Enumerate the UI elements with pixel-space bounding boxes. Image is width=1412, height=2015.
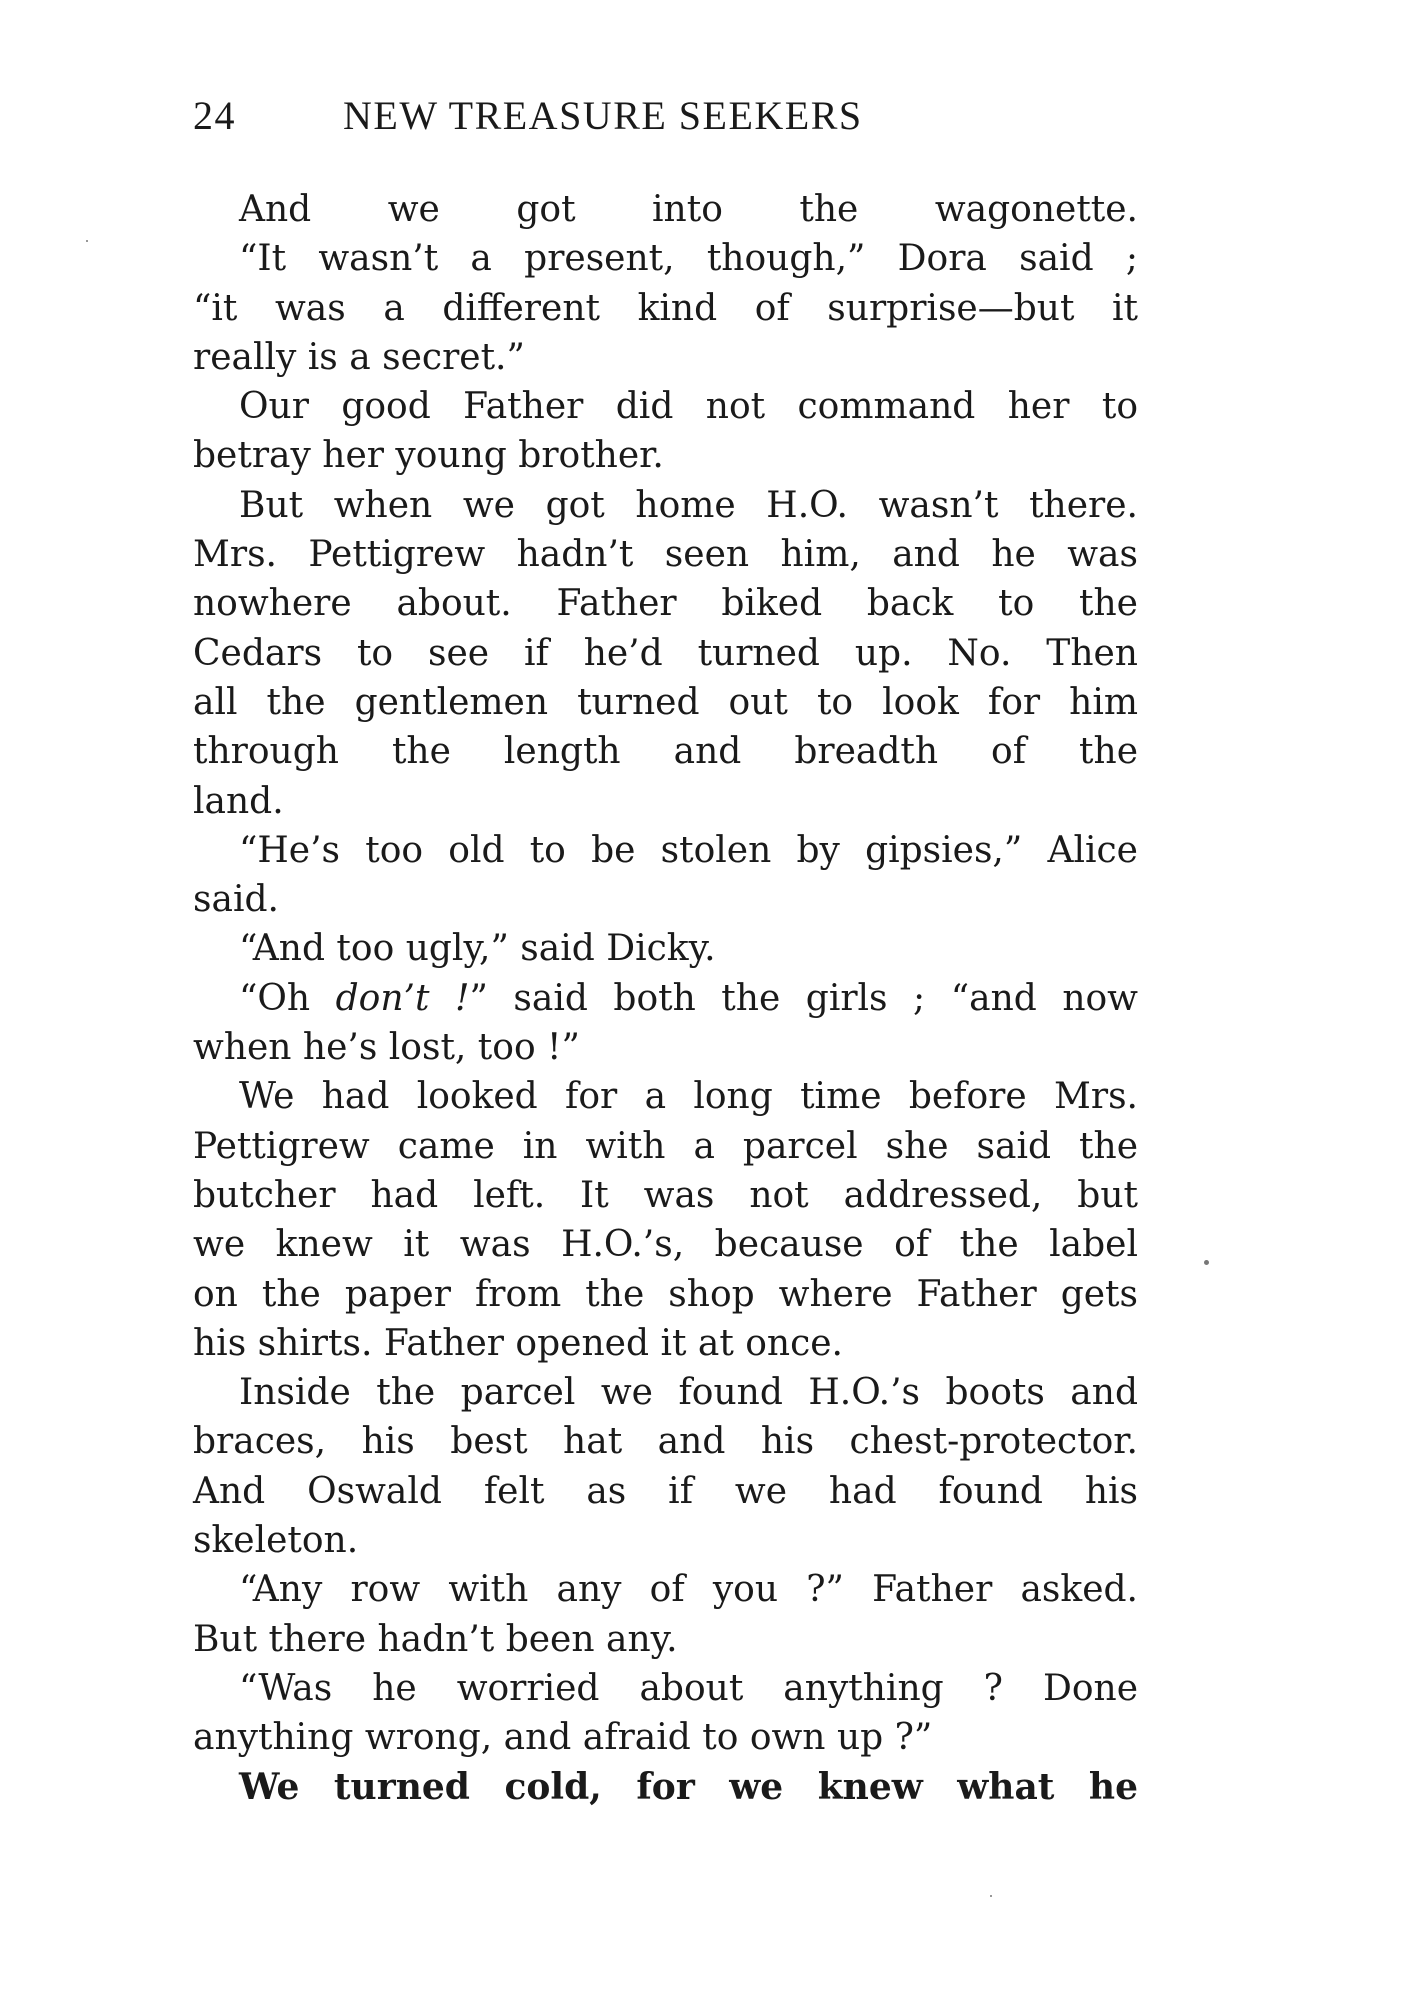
text-line: We had looked for a long time before Mrs. [239,1076,1138,1118]
text-line: butcher had left. It was not addressed, but [193,1174,1138,1216]
text-line: Our good Father did not command her to [239,386,1138,428]
text-line: on the paper from the shop where Father gets [193,1273,1138,1315]
text-line: through the length and breadth of the [193,731,1138,773]
text-line: Mrs. Pettigrew hadn’t seen him, and he was [193,534,1138,576]
text-line: land. [193,780,284,822]
text-line: We turned cold, for we knew what he [239,1765,1138,1808]
running-title: NEW TREASURE SEEKERS [343,93,863,138]
text-line: betray her young brother. [193,435,664,477]
text-line: “He’s too old to be stolen by gipsies,” Alice [239,829,1138,871]
text-line: “It wasn’t a present, though,” Dora said ; [239,238,1138,280]
text-line: really is a secret.” [193,336,525,378]
text-line: said. [193,879,279,921]
text-line: Cedars to see if he’d turned up. No. Then [193,632,1138,674]
text-line: “And too ugly,” said Dicky. [239,928,716,970]
text-line: And we got into the wagonette. [239,189,1138,230]
page-number: 24 [193,93,236,138]
text-line-with-italic [193,974,1138,1023]
text-line: we knew it was H.O.’s, because of the label [193,1224,1138,1266]
text-line: braces, his best hat and his chest-protector. [193,1421,1138,1463]
ink-speck [86,240,88,242]
text-run: “Oh [239,977,336,1019]
text-line: skeleton. [193,1520,359,1562]
body-text [193,185,1138,1812]
text-run: ” said both the girls ; “and now [469,977,1139,1019]
text-line: his shirts. Father opened it at once. [193,1322,844,1364]
text-line: But when we got home H.O. wasn’t there. [239,484,1138,526]
text-line: anything wrong, and afraid to own up ?” [193,1717,933,1759]
text-line: “it was a different kind of surprise—but it [193,287,1138,329]
ink-speck [1204,1260,1209,1265]
running-header [193,92,1153,139]
ink-speck [990,1895,992,1897]
text-line: nowhere about. Father biked back to the [193,583,1138,625]
text-line: “Was he worried about anything ? Done [239,1667,1138,1709]
text-line: But there hadn’t been any. [193,1618,678,1660]
text-line: And Oswald felt as if we had found his [193,1470,1138,1512]
text-line: “Any row with any of you ?” Father asked. [239,1569,1138,1611]
text-line: Inside the parcel we found H.O.’s boots and [239,1372,1138,1414]
text-line: when he’s lost, too !” [193,1027,580,1069]
italic-emphasis: don’t ! [335,977,470,1019]
text-line: Pettigrew came in with a parcel she said the [193,1125,1138,1167]
text-line: all the gentlemen turned out to look for him [193,681,1138,723]
